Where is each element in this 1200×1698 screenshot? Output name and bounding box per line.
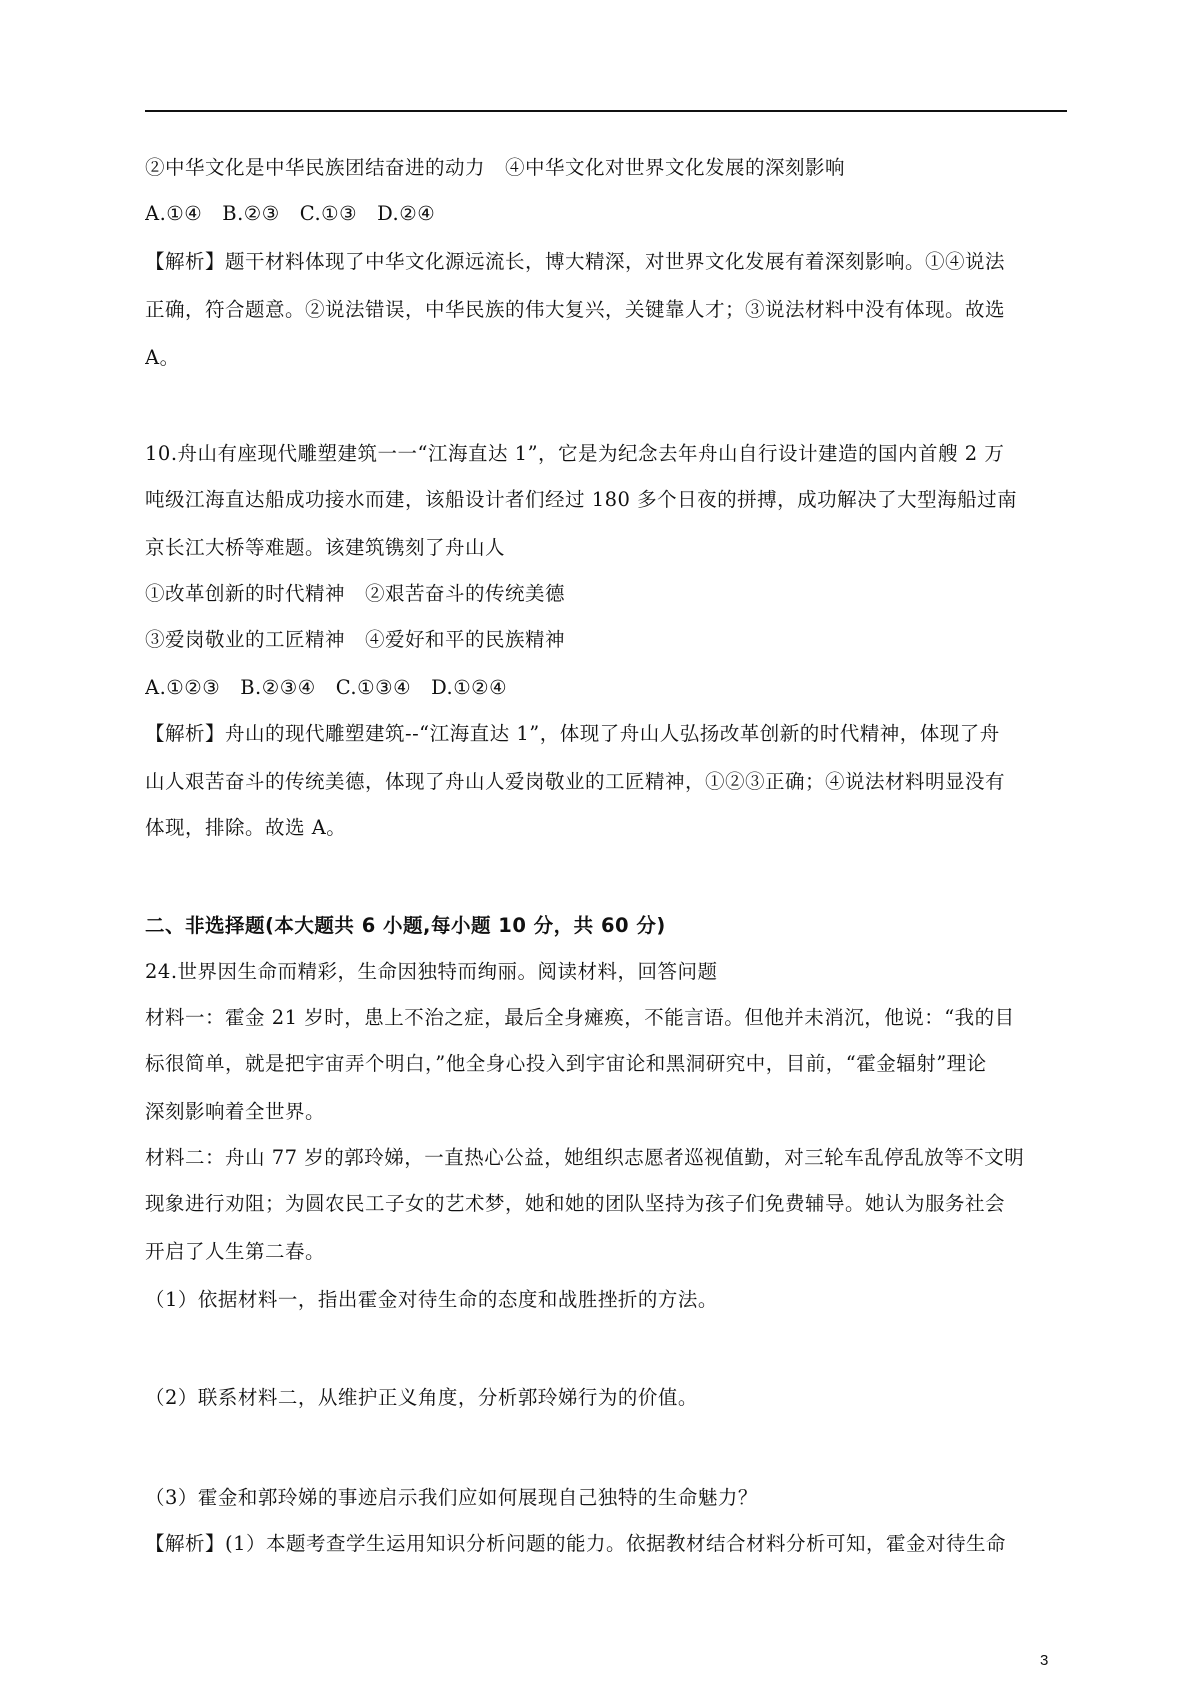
q10-analysis-line-2: 山人艰苦奋斗的传统美德，体现了舟山人爱岗敬业的工匠精神，①②③正确；④说法材料明显没有 xyxy=(145,770,1006,793)
material-2-line-1: 材料二：舟山 77 岁的郭玲娣，一直热心公益，她组织志愿者巡视值勤，对三轮车乱停乱放等不文明 xyxy=(145,1146,1025,1169)
q10-stem-line-2: 吨级江海直达船成功接水而建，该船设计者们经过 180 多个日夜的拼搏，成功解决了大型海船过南 xyxy=(145,488,1018,511)
q10-stem-line-3: 京长江大桥等难题。该建筑镌刻了舟山人 xyxy=(145,536,506,559)
material-2-line-3: 开启了人生第二春。 xyxy=(145,1240,326,1263)
q10-analysis-line-3: 体现，排除。故选 A。 xyxy=(145,816,347,839)
q9-options-line: ②中华文化是中华民族团结奋进的动力 ④中华文化对世界文化发展的深刻影响 xyxy=(145,156,846,179)
q10-stem-line-1: 10.舟山有座现代雕塑建筑一一“江海直达 1”，它是为纪念去年舟山自行设计建造的国内首艘 2 万 xyxy=(145,442,1005,465)
q10-options-line-2: ③爱岗敬业的工匠精神 ④爱好和平的民族精神 xyxy=(145,628,566,651)
q10-answer-choices: A.①②③ B.②③④ C.①③④ D.①②④ xyxy=(145,676,508,699)
material-1-line-3: 深刻影响着全世界。 xyxy=(145,1100,326,1123)
sub-question-3: （3）霍金和郭玲娣的事迹启示我们应如何展现自己独特的生命魅力？ xyxy=(145,1486,758,1509)
material-1-line-1: 材料一：霍金 21 岁时，患上不治之症，最后全身瘫痪，不能言语。但他并未消沉，他说：“我的目 xyxy=(145,1006,1015,1029)
q9-analysis-line-1: 【解析】题干材料体现了中华文化源远流长，博大精深，对世界文化发展有着深刻影响。①④说法 xyxy=(145,250,1006,273)
q9-analysis-line-3: A。 xyxy=(145,346,180,369)
q10-options-line-1: ①改革创新的时代精神 ②艰苦奋斗的传统美德 xyxy=(145,582,566,605)
q24-analysis-line-1: 【解析】(1）本题考查学生运用知识分析问题的能力。依据教材结合材料分析可知，霍金对待生命 xyxy=(145,1532,1007,1555)
material-2-line-2: 现象进行劝阻；为圆农民工子女的艺术梦，她和她的团队坚持为孩子们免费辅导。她认为服务社会 xyxy=(145,1192,1006,1215)
page-number: 3 xyxy=(1040,1652,1049,1669)
section-heading: 二、非选择题(本大题共 6 小题,每小题 10 分，共 60 分) xyxy=(145,914,666,937)
q24-stem: 24.世界因生命而精彩，生命因独特而绚丽。阅读材料，回答问题 xyxy=(145,960,718,983)
sub-question-1: （1）依据材料一，指出霍金对待生命的态度和战胜挫折的方法。 xyxy=(145,1288,718,1311)
q10-analysis-line-1: 【解析】舟山的现代雕塑建筑--“江海直达 1”，体现了舟山人弘扬改革创新的时代精神，体现了舟 xyxy=(145,722,1000,745)
header-rule xyxy=(145,110,1067,112)
sub-question-2: （2）联系材料二，从维护正义角度，分析郭玲娣行为的价值。 xyxy=(145,1386,698,1409)
q9-answer-choices: A.①④ B.②③ C.①③ D.②④ xyxy=(145,202,436,225)
q9-analysis-line-2: 正确，符合题意。②说法错误，中华民族的伟大复兴，关键靠人才；③说法材料中没有体现。故选 xyxy=(145,298,1006,321)
material-1-line-2: 标很简单，就是把宇宙弄个明白，”他全身心投入到宇宙论和黑洞研究中，目前，“霍金辐射”理论 xyxy=(145,1052,987,1075)
